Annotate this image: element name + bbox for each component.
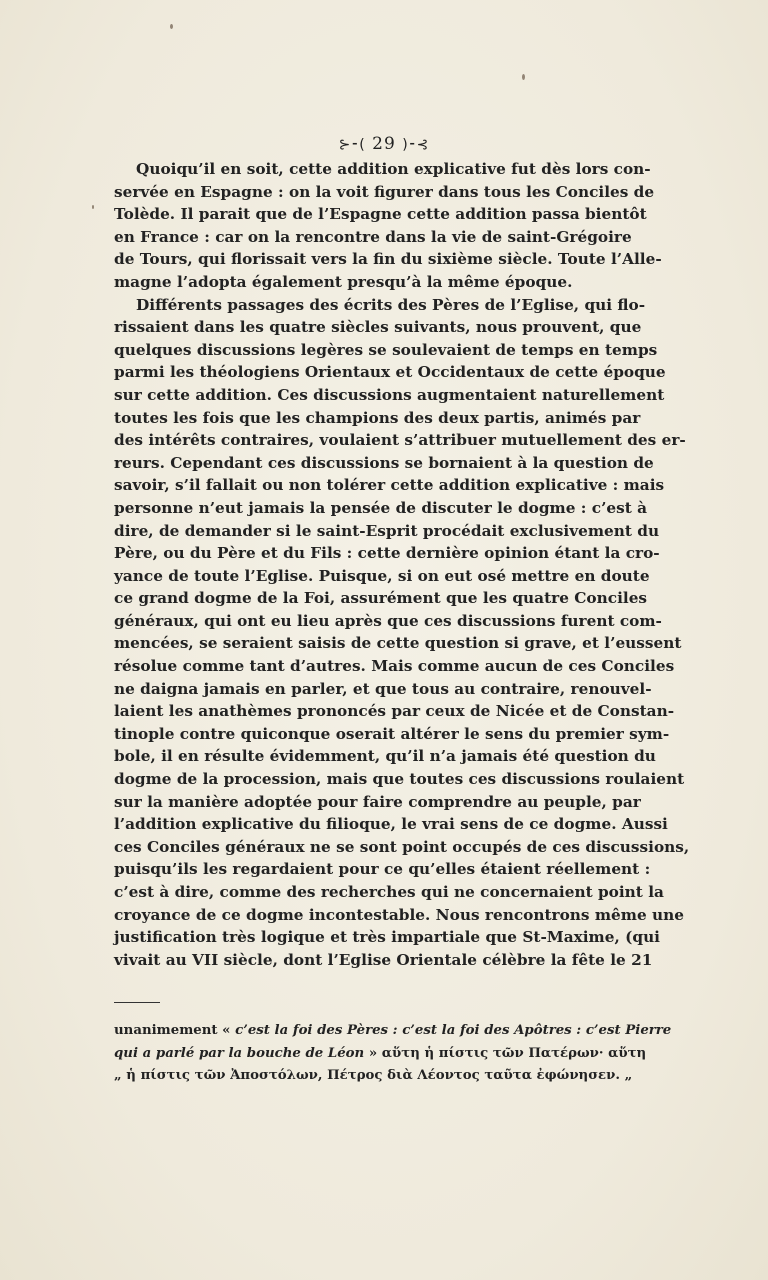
footnote-rule [114,1002,160,1003]
page-header [0,134,768,154]
footnote-line [114,1065,633,1088]
text-line: yance de toute l’Eglise. Puisque, si on eut osé mettre en doute [114,566,650,585]
text-line: ne daigna jamais en parler, et que tous au contraire, renouvel- [114,679,652,698]
text-line: Quoiqu’il en soit, cette addition explicative fut dès lors con- [136,160,651,178]
text-line: personne n’eut jamais la pensée de discuter le dogme : c’est à [114,498,648,517]
text-line: Différents passages des écrits des Pères de l’Eglise, qui flo- [136,295,646,314]
text-line: sur la manière adoptée pour faire comprendre au peuple, par [114,792,641,811]
footnote-quote: qui a parlé par la bouche de Léon [114,1045,365,1061]
text-line: servée en Espagne : on la voit figurer dans tous les Conciles de [114,182,655,201]
footnote-line [114,1020,672,1043]
text-line: bole, il en résulte évidemment, qu’il n’a jamais été question du [114,747,656,766]
paper-speck [92,205,94,209]
text-line: puisqu’ils les regardaient pour ce qu’elles étaient réellement : [114,860,651,879]
footnote-greek: „ ἡ πίστις τῶν Ἀποστόλων, Πέτρος διὰ Λέοντος ταῦτα ἐφώνησεν. „ [114,1068,633,1083]
text-line: généraux, qui ont eu lieu après que ces discussions furent com- [114,611,662,630]
footnote-quote: c’est la foi des Pères : c’est la foi des Apôtres : c’est Pierre [235,1023,672,1038]
text-line: savoir, s’il fallait ou non tolérer cette addition explicative : mais [114,476,665,495]
text-line: parmi les théologiens Orientaux et Occidentaux de cette époque [114,363,666,382]
ornament-left: ⊱⁃( [338,137,366,153]
text-line: quelques discussions legères se soulevaient de temps en temps [114,340,658,359]
text-line: Père, ou du Père et du Fils : cette dernière opinion étant la cro- [114,544,660,563]
text-line: justification très logique et très impartiale que St-Maxime, (qui [114,928,660,947]
text-line: reurs. Cependant ces discussions se bornaient à la question de [114,453,654,472]
text-line: résolue comme tant d’autres. Mais comme aucun de ces Conciles [114,657,675,676]
text-line: Tolède. Il parait que de l’Espagne cette addition passa bientôt [114,205,647,224]
text-line: sur cette addition. Ces discussions augmentaient naturellement [114,385,665,404]
text-line: ce grand dogme de la Foi, assurément que les quatre Conciles [114,589,648,608]
body-text [114,158,690,971]
text-line: mencées, se seraient saisis de cette question si grave, et l’eussent [114,634,682,653]
ornament-right: )⁃⊰ [402,137,430,153]
text-line: magne l’adopta également presqu’à la même époque. [114,272,573,291]
text-line: rissaient dans les quatre siècles suivants, nous prouvent, que [114,318,642,337]
text-line: des intérêts contraires, voulaient s’attribuer mutuellement des er- [114,431,686,450]
text-line: de Tours, qui florissait vers la fin du sixième siècle. Toute l’Alle- [114,250,662,269]
paper-speck [522,74,525,80]
text-line: croyance de ce dogme incontestable. Nous rencontrons même une [114,905,685,924]
footnote-text: unanimement « [114,1023,236,1038]
page-number: 29 [372,134,396,154]
text-line: tinople contre quiconque oserait altérer le sens du premier sym- [114,724,670,743]
text-line: laient les anathèmes prononcés par ceux de Nicée et de Constan- [114,702,675,721]
footnote-line [114,1043,647,1066]
text-line: vivait au VII siècle, dont l’Eglise Orientale célèbre la fête le 21 [114,950,653,969]
text-line: l’addition explicative du filioque, le vrai sens de ce dogme. Aussi [114,815,668,834]
text-line: toutes les fois que les champions des deux partis, animés par [114,408,641,427]
paper-speck [170,24,173,29]
text-line: dire, de demander si le saint-Esprit procédait exclusivement du [114,521,660,540]
text-line: ces Conciles généraux ne se sont point occupés de ces discussions, [114,837,690,856]
footnote-greek: » αὕτη ἡ πίστις τῶν Πατέρων· αὕτη [364,1045,647,1061]
text-line: c’est à dire, comme des recherches qui ne concernaient point la [114,883,664,901]
footnote [114,1020,672,1088]
text-line: en France : car on la rencontre dans la vie de saint-Grégoire [114,227,632,246]
text-line: dogme de la procession, mais que toutes ces discussions roulaient [114,770,685,789]
